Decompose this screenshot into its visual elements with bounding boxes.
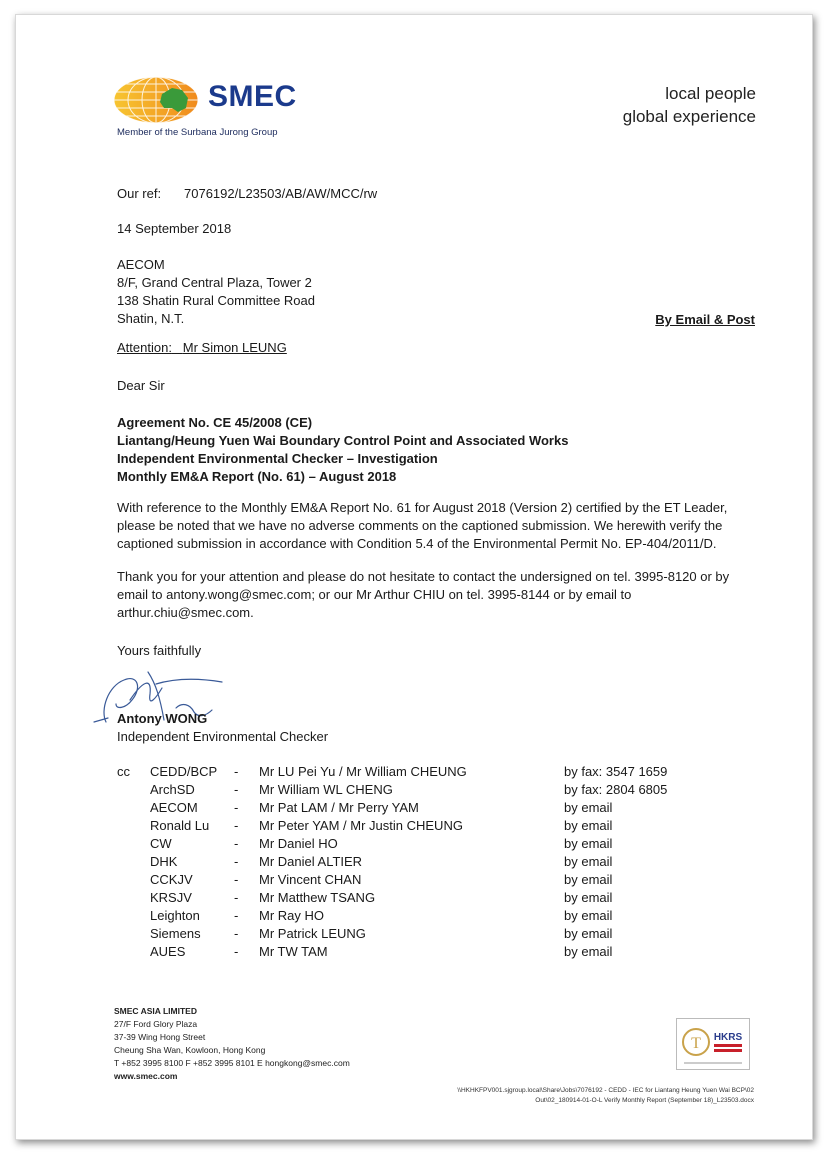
attention-line	[117, 340, 287, 355]
para1-line-3: captioned submission in accordance with Condition 5.4 of the Environmental Permit No. EP-404/2011/D.	[117, 536, 717, 551]
footer-contact: T +852 3995 8100 F +852 3995 8101 E hongkong@smec.com	[114, 1058, 350, 1068]
footer-address-line-1: 27/F Ford Glory Plaza	[114, 1019, 198, 1029]
cc-names: Mr Pat LAM / Mr Perry YAM	[259, 800, 419, 815]
cc-via: by email	[564, 800, 613, 815]
para2-line-2: email to antony.wong@smec.com; or our Mr Arthur CHIU on tel. 3995-8144 or by email to	[117, 587, 632, 602]
cc-via: by email	[564, 890, 613, 905]
signer-name: Antony WONG	[117, 711, 208, 726]
subject-line-1: Agreement No. CE 45/2008 (CE)	[117, 415, 313, 430]
address-line-3: 138 Shatin Rural Committee Road	[117, 293, 315, 308]
attention-label: Attention:	[117, 340, 172, 355]
tagline-line-1: local people	[665, 84, 756, 103]
cc-via: by email	[564, 836, 613, 851]
cc-dash: -	[234, 872, 239, 887]
address-line-2: 8/F, Grand Central Plaza, Tower 2	[117, 275, 312, 290]
cc-names: Mr Vincent CHAN	[259, 872, 362, 887]
para1-line-2: please be noted that we have no adverse comments on the captioned submission. We herewith verify the	[117, 518, 723, 533]
letter-date: 14 September 2018	[117, 221, 232, 236]
cc-org: Ronald Lu	[150, 818, 210, 833]
cc-label: cc	[117, 764, 130, 779]
file-path-line-2: Out\02_180914-01-O-L Verify Monthly Report (September 18)_L23503.docx	[535, 1097, 754, 1104]
footer-website: www.smec.com	[114, 1071, 178, 1081]
subject-line-4: Monthly EM&A Report (No. 61) – August 2018	[117, 469, 397, 484]
ref-label: Our ref:	[117, 186, 162, 201]
svg-text:T: T	[691, 1035, 701, 1052]
cc-names: Mr Daniel ALTIER	[259, 854, 363, 869]
member-line: Member of the Surbana Jurong Group	[117, 127, 278, 138]
cc-org: AECOM	[150, 800, 198, 815]
cc-names: Mr Daniel HO	[259, 836, 338, 851]
subject-line-3: Independent Environmental Checker – Investigation	[117, 451, 438, 466]
cc-via: by email	[564, 944, 613, 959]
cc-dash: -	[234, 800, 239, 815]
cc-org: ArchSD	[150, 782, 195, 797]
cc-dash: -	[234, 854, 239, 869]
address-line-4: Shatin, N.T.	[117, 311, 185, 326]
cc-via: by fax: 3547 1659	[564, 764, 668, 779]
file-path-line-1: \\HKHKFPV001.sjgroup.local\Share\Jobs\7076192 - CEDD - IEC for Liantang Heung Yuen Wai BCP\02	[457, 1087, 754, 1094]
certification-mark-icon	[676, 1018, 750, 1070]
cc-via: by email	[564, 926, 613, 941]
cc-org: CW	[150, 836, 172, 851]
address-line-1: AECOM	[117, 257, 165, 272]
closing: Yours faithfully	[117, 643, 202, 658]
cc-dash: -	[234, 926, 239, 941]
cc-org: AUES	[150, 944, 186, 959]
cc-names: Mr Ray HO	[259, 908, 324, 923]
cc-dash: -	[234, 764, 239, 779]
cc-dash: -	[234, 890, 239, 905]
cc-names: Mr Patrick LEUNG	[259, 926, 366, 941]
tagline-line-2: global experience	[622, 107, 756, 126]
cc-org: CEDD/BCP	[150, 764, 218, 779]
para2-line-1: Thank you for your attention and please do not hesitate to contact the undersigned on tel. 3995-8120 or by	[117, 569, 730, 584]
cc-names: Mr Peter YAM / Mr Justin CHEUNG	[259, 818, 463, 833]
cc-via: by email	[564, 872, 613, 887]
para1-line-1: With reference to the Monthly EM&A Report No. 61 for August 2018 (Version 2) certified by the ET Leader,	[117, 500, 728, 515]
cert-mark-text: HKRS	[713, 1032, 743, 1043]
ref-value: 7076192/L23503/AB/AW/MCC/rw	[184, 186, 378, 201]
cc-via: by email	[564, 818, 613, 833]
cc-names: Mr TW TAM	[259, 944, 328, 959]
cc-org: DHK	[150, 854, 178, 869]
signer-title: Independent Environmental Checker	[117, 729, 329, 744]
subject-line-2: Liantang/Heung Yuen Wai Boundary Control Point and Associated Works	[117, 433, 569, 448]
cc-dash: -	[234, 836, 239, 851]
tagline	[623, 82, 756, 128]
para2-line-3: arthur.chiu@smec.com.	[117, 605, 254, 620]
cc-via: by email	[564, 908, 613, 923]
salutation: Dear Sir	[117, 378, 165, 393]
brand-name: SMEC	[208, 80, 297, 113]
cc-names: Mr LU Pei Yu / Mr William CHEUNG	[259, 764, 467, 779]
cc-dash: -	[234, 782, 239, 797]
cc-org: Siemens	[150, 926, 201, 941]
cc-org: CCKJV	[150, 872, 193, 887]
cc-names: Mr William WL CHENG	[259, 782, 393, 797]
attention-name: Mr Simon LEUNG	[182, 340, 287, 355]
cc-org: Leighton	[150, 908, 200, 923]
delivery-method: By Email & Post	[655, 312, 755, 327]
footer-company: SMEC ASIA LIMITED	[114, 1006, 197, 1016]
cc-dash: -	[234, 818, 239, 833]
footer-address-line-3: Cheung Sha Wan, Kowloon, Hong Kong	[114, 1045, 266, 1055]
cc-via: by email	[564, 854, 613, 869]
smec-globe-logo-icon	[102, 74, 206, 126]
footer-address-line-2: 37-39 Wing Hong Street	[114, 1032, 206, 1042]
cc-dash: -	[234, 908, 239, 923]
cc-via: by fax: 2804 6805	[564, 782, 668, 797]
cc-org: KRSJV	[150, 890, 192, 905]
cc-dash: -	[234, 944, 239, 959]
cc-names: Mr Matthew TSANG	[259, 890, 376, 905]
